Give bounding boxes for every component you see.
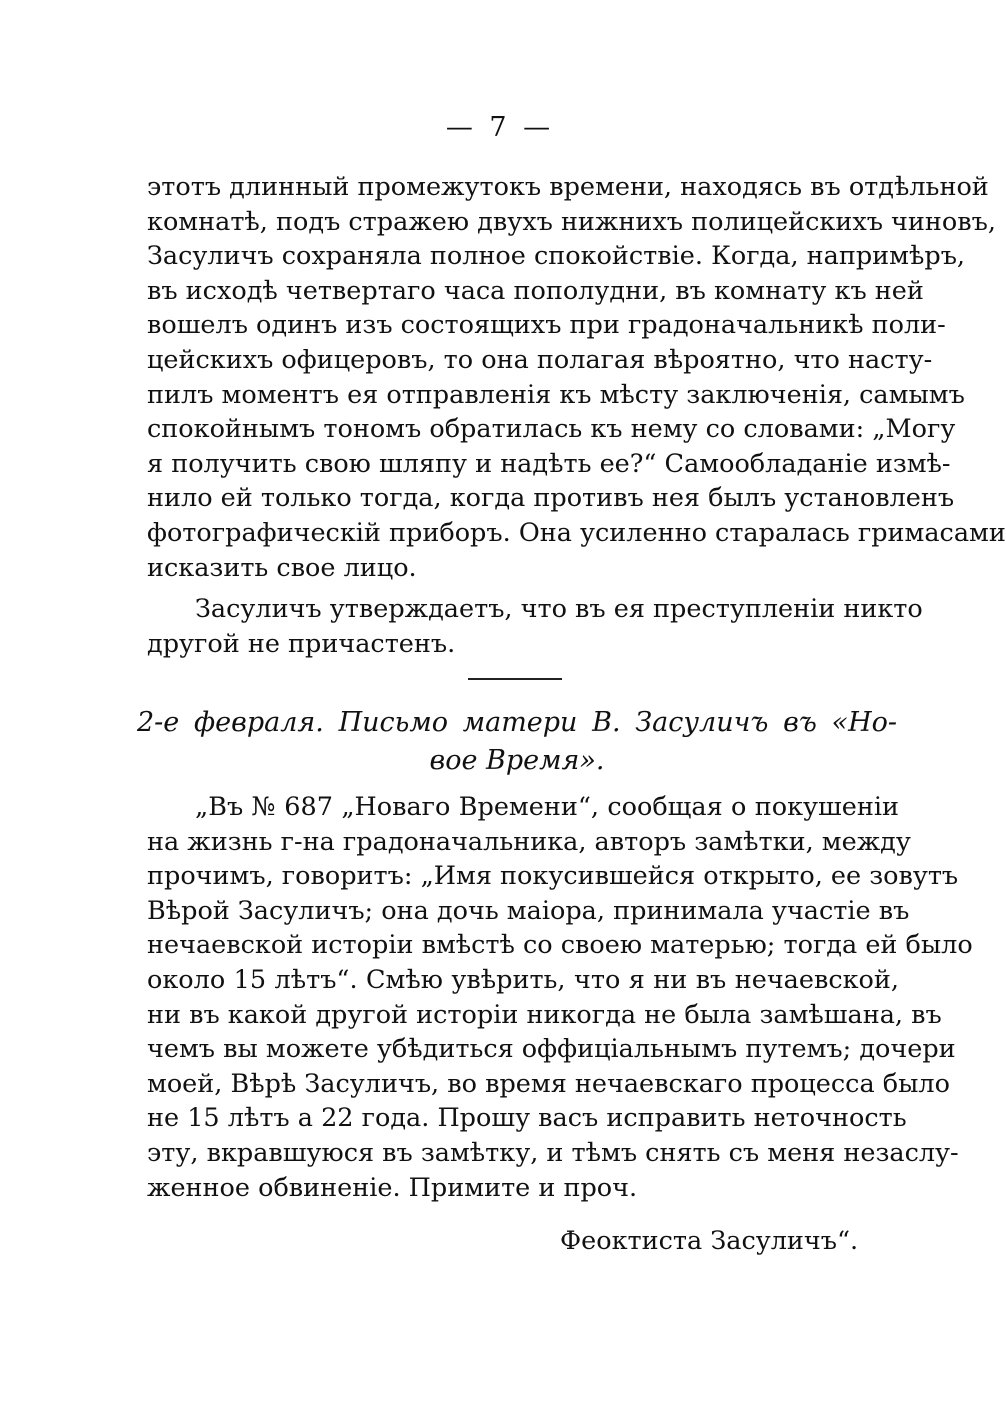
text-line: нило ей только тогда, когда противъ нея былъ установленъ	[147, 483, 955, 514]
text-line: женное обвиненіе. Примите и проч.	[147, 1172, 638, 1203]
text-line: моей, Вѣрѣ Засуличъ, во время нечаевскаго процесса было	[147, 1068, 950, 1099]
text-line: этотъ длинный промежутокъ времени, находясь въ отдѣльной	[147, 172, 989, 202]
text-line: Засуличъ утверждаетъ, что въ ея преступленіи никто	[195, 594, 923, 624]
text-line: на жизнь г-на градоначальника, авторъ замѣтки, между	[147, 826, 911, 857]
text-line: вошелъ одинъ изъ состоящихъ при градоначальникѣ поли-	[147, 310, 946, 341]
text-line: Засуличъ сохраняла полное спокойствіе. Когда, напримѣръ,	[147, 241, 966, 272]
text-line: ни въ какой другой исторіи никогда не была замѣшана, въ	[147, 999, 942, 1030]
text-line: не 15 лѣтъ а 22 года. Прошу васъ исправить неточность	[147, 1103, 907, 1134]
paragraph-1	[147, 170, 1006, 585]
text-line: спокойнымъ тономъ обратилась къ нему со словами: „Могу	[147, 414, 956, 445]
paragraph-2	[147, 592, 923, 661]
text-line: цейскихъ офицеровъ, то она полагая вѣроятно, что насту-	[147, 344, 933, 375]
text-line: Вѣрой Засуличъ; она дочь маіора, принимала участіе въ	[147, 895, 910, 926]
text-line: около 15 лѣтъ“. Смѣю увѣрить, что я ни въ нечаевской,	[147, 964, 899, 995]
text-line: пилъ моментъ ея отправленія къ мѣсту заключенія, самымъ	[147, 379, 965, 410]
text-line: „Въ № 687 „Новаго Времени“, сообщая о покушеніи	[195, 792, 899, 822]
text-line: нечаевской исторіи вмѣстѣ со своею матерью; тогда ей было	[147, 930, 973, 961]
heading-line: 2-е февраля. Письмо матери В. Засуличъ въ «Но-	[137, 707, 897, 738]
text-line: чемъ вы можете убѣдиться оффиціальнымъ путемъ; дочери	[147, 1034, 956, 1065]
text-line: комнатѣ, подъ стражею двухъ нижнихъ полицейскихъ чиновъ,	[147, 206, 996, 237]
text-line: эту, вкравшуюся въ замѣтку, и тѣмъ снять съ меня незаслу-	[147, 1137, 959, 1168]
section-heading	[137, 704, 897, 780]
text-line: я получить свою шляпу и надѣть ее?“ Самообладаніе измѣ-	[147, 448, 951, 479]
signature: Феоктиста Засуличъ“.	[560, 1226, 859, 1256]
text-line: фотографическій приборъ. Она усиленно старалась гримасами	[147, 517, 1006, 548]
section-divider	[468, 678, 562, 680]
letter-body	[147, 790, 973, 1205]
text-line: исказить свое лицо.	[147, 552, 417, 583]
heading-line: вое Время».	[429, 745, 605, 776]
text-line: прочимъ, говоритъ: „Имя покусившейся открыто, ее зовутъ	[147, 861, 959, 892]
page-number: — 7 —	[445, 112, 555, 143]
text-line: другой не причастенъ.	[147, 628, 456, 659]
text-line: въ исходѣ четвертаго часа пополудни, въ комнату къ ней	[147, 275, 924, 306]
